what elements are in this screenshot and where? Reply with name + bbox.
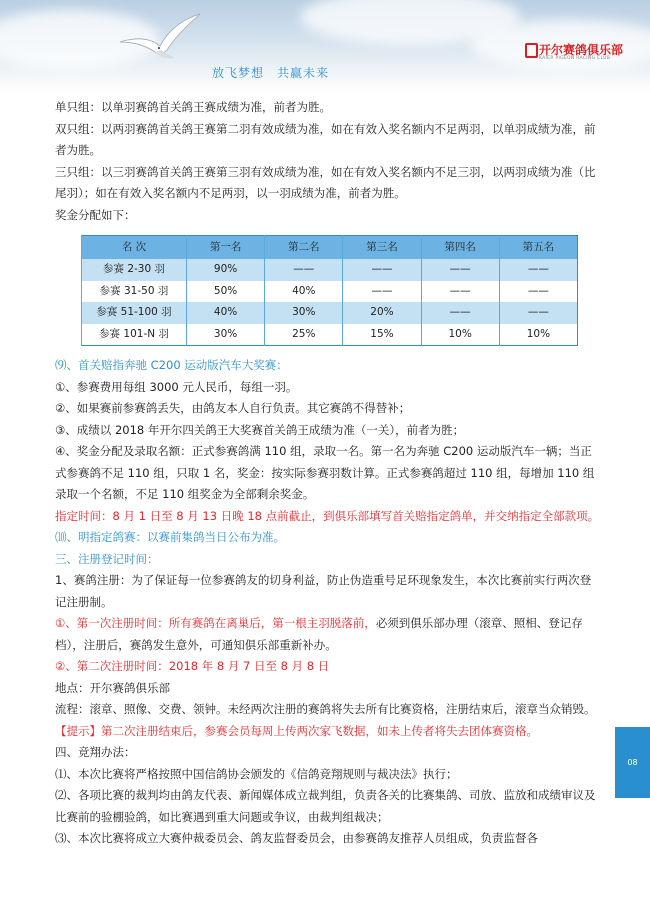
prize-distribution-title: 奖金分配如下： <box>55 207 136 222</box>
seagull-illustration <box>115 12 205 72</box>
table-cell: 40% <box>265 281 343 303</box>
second-registration: ②、第二次注册时间：2018 年 8 月 7 日至 8 月 8 日 <box>55 659 330 673</box>
page-number-tab <box>615 727 650 798</box>
table-header-row <box>82 236 578 260</box>
table-row <box>82 324 578 346</box>
table-cell: 10% <box>499 324 577 346</box>
table-cell: —— <box>421 302 499 324</box>
table-cell: —— <box>421 259 499 281</box>
table-header: 第三名 <box>343 236 421 260</box>
section-4-item-2: ⑵、各项比赛的裁判均由鸽友代表、新闻媒体成立裁判组，负责各关的比赛集鸽、司放、监放和成绩审议及比赛前的验棚验鸽，如比赛遇到重大问题或争议，由裁判组裁决； <box>55 788 596 824</box>
table-cell: 30% <box>265 302 343 324</box>
first-registration-label: ①、第一次注册时间：所有赛鸽在离巢后，第一根主羽脱落前， <box>55 616 376 630</box>
table-header: 第一名 <box>187 236 265 260</box>
table-header: 第二名 <box>265 236 343 260</box>
section-4-title: 四、竞翔办法： <box>55 745 136 759</box>
table-cell: 10% <box>421 324 499 346</box>
section-4-item-1: ⑴、本次比赛将严格按照中国信鸽协会颁发的《信鸽竞翔规则与裁决法》执行； <box>55 766 458 781</box>
slogan: 放飞梦想 共赢未来 <box>212 66 330 80</box>
section-9-item-3: ③、成绩以 2018 年开尔四关鸽王大奖赛首关鸽王成绩为准（一关），前者为胜； <box>55 422 465 437</box>
club-logo <box>525 41 640 63</box>
first-registration-detail: 必须到俱乐部办理（滚章、照相、登记存档），注册后，赛鸽发生意外，可通知俱乐部重新补办。 <box>55 616 583 652</box>
registration-intro: 1、赛鸽注册：为了保证每一位参赛鸽友的切身利益，防止伪造重号足环现象发生，本次比赛前实行两次登记注册制。 <box>55 573 592 609</box>
table-cell: 50% <box>187 281 265 303</box>
table-row <box>82 281 578 303</box>
registration-notice: 【提示】第二次注册结束后，参赛会员每周上传两次家飞数据，如未上传者将失去团体赛资格。 <box>55 723 538 738</box>
single-group-rule: 单只组：以单羽赛鸽首关鸽王赛成绩为准，前者为胜。 <box>55 100 331 114</box>
prize-table <box>81 235 578 346</box>
table-cell: 参赛 51-100 羽 <box>82 302 187 324</box>
table-cell: 参赛 2-30 羽 <box>82 259 187 281</box>
table-cell: 20% <box>343 302 421 324</box>
table-header: 第五名 <box>499 236 577 260</box>
section-9-item-1: ①、参赛费用每组 3000 元人民币，每组一羽。 <box>55 379 298 394</box>
table-cell: 15% <box>343 324 421 346</box>
table-cell: —— <box>499 302 577 324</box>
page-number: 08 <box>627 758 638 767</box>
table-cell: 30% <box>187 324 265 346</box>
document-body <box>55 97 600 850</box>
table-cell: 25% <box>265 324 343 346</box>
table-cell: 参赛 31-50 羽 <box>82 281 187 303</box>
table-cell: —— <box>421 281 499 303</box>
section-9-item-4: ④、奖金分配及录取名额：正式参赛鸽满 110 组，录取一名。第一名为奔驰 C200 运动版汽车一辆；当正式参赛鸽不足 110 组，只取 1 名，奖金：按实际参赛羽数计算。正式参赛鸽超过 110 组，每增加 110 组录取一个名额，不足 110 组奖金为全部剩余奖金。 <box>55 444 595 501</box>
section-9-deadline: 指定时间：8 月 1 日至 8 月 13 日晚 18 点前截止，到俱乐部填写首关赔指定鸽单，并交纳指定全部款项。 <box>55 508 600 523</box>
section-10: ⑽、明指定鸽赛：以赛前集鸽当日公布为准。 <box>55 530 285 544</box>
table-header: 名 次 <box>82 236 187 260</box>
table-cell: —— <box>499 281 577 303</box>
table-row <box>82 302 578 324</box>
section-9-title: ⑼、首关赔指奔驰 C200 运动版汽车大奖赛： <box>55 358 288 372</box>
logo-subtitle: KAIER PIGEON RACING CLUB <box>539 56 611 61</box>
first-registration <box>55 613 600 656</box>
section-9-item-2: ②、如果赛前参赛鸽丢失，由鸽友本人自行负责。其它赛鸽不得替补； <box>55 401 411 415</box>
table-cell: —— <box>265 259 343 281</box>
triple-group-rule: 三只组：以三羽赛鸽首关鸽王赛第三羽有效成绩为准，如在有效入奖名额内不足三羽，以两羽成绩为准（比尾羽）；如在有效入奖名额内不足两羽，以一羽成绩为准，前者为胜。 <box>55 164 596 200</box>
double-group-rule: 双只组：以两羽赛鸽首关鸽王赛第二羽有效成绩为准，如在有效入奖名额内不足两羽，以单羽成绩为准，前者为胜。 <box>55 121 596 157</box>
table-cell: —— <box>343 281 421 303</box>
registration-process: 流程：滚章、照像、交费、领钟。未经两次注册的赛鸽将失去所有比赛资格，注册结束后，滚章当众销毁。 <box>55 702 596 716</box>
table-cell: —— <box>499 259 577 281</box>
table-header: 第四名 <box>421 236 499 260</box>
table-cell: 90% <box>187 259 265 281</box>
section-3-title: 三、注册登记时间： <box>55 551 159 566</box>
table-row <box>82 259 578 281</box>
section-4-item-3: ⑶、本次比赛将成立大赛仲裁委员会、鸽友监督委员会，由参赛鸽友推荐人员组成，负责监督各 <box>55 831 538 845</box>
table-cell: 40% <box>187 302 265 324</box>
table-cell: 参赛 101-N 羽 <box>82 324 187 346</box>
logo-icon <box>525 43 538 58</box>
logo-name: 开尔赛鸽俱乐部 <box>539 43 624 57</box>
table-cell: —— <box>343 259 421 281</box>
page-header <box>0 0 650 95</box>
registration-location: 地点：开尔赛鸽俱乐部 <box>55 680 170 695</box>
